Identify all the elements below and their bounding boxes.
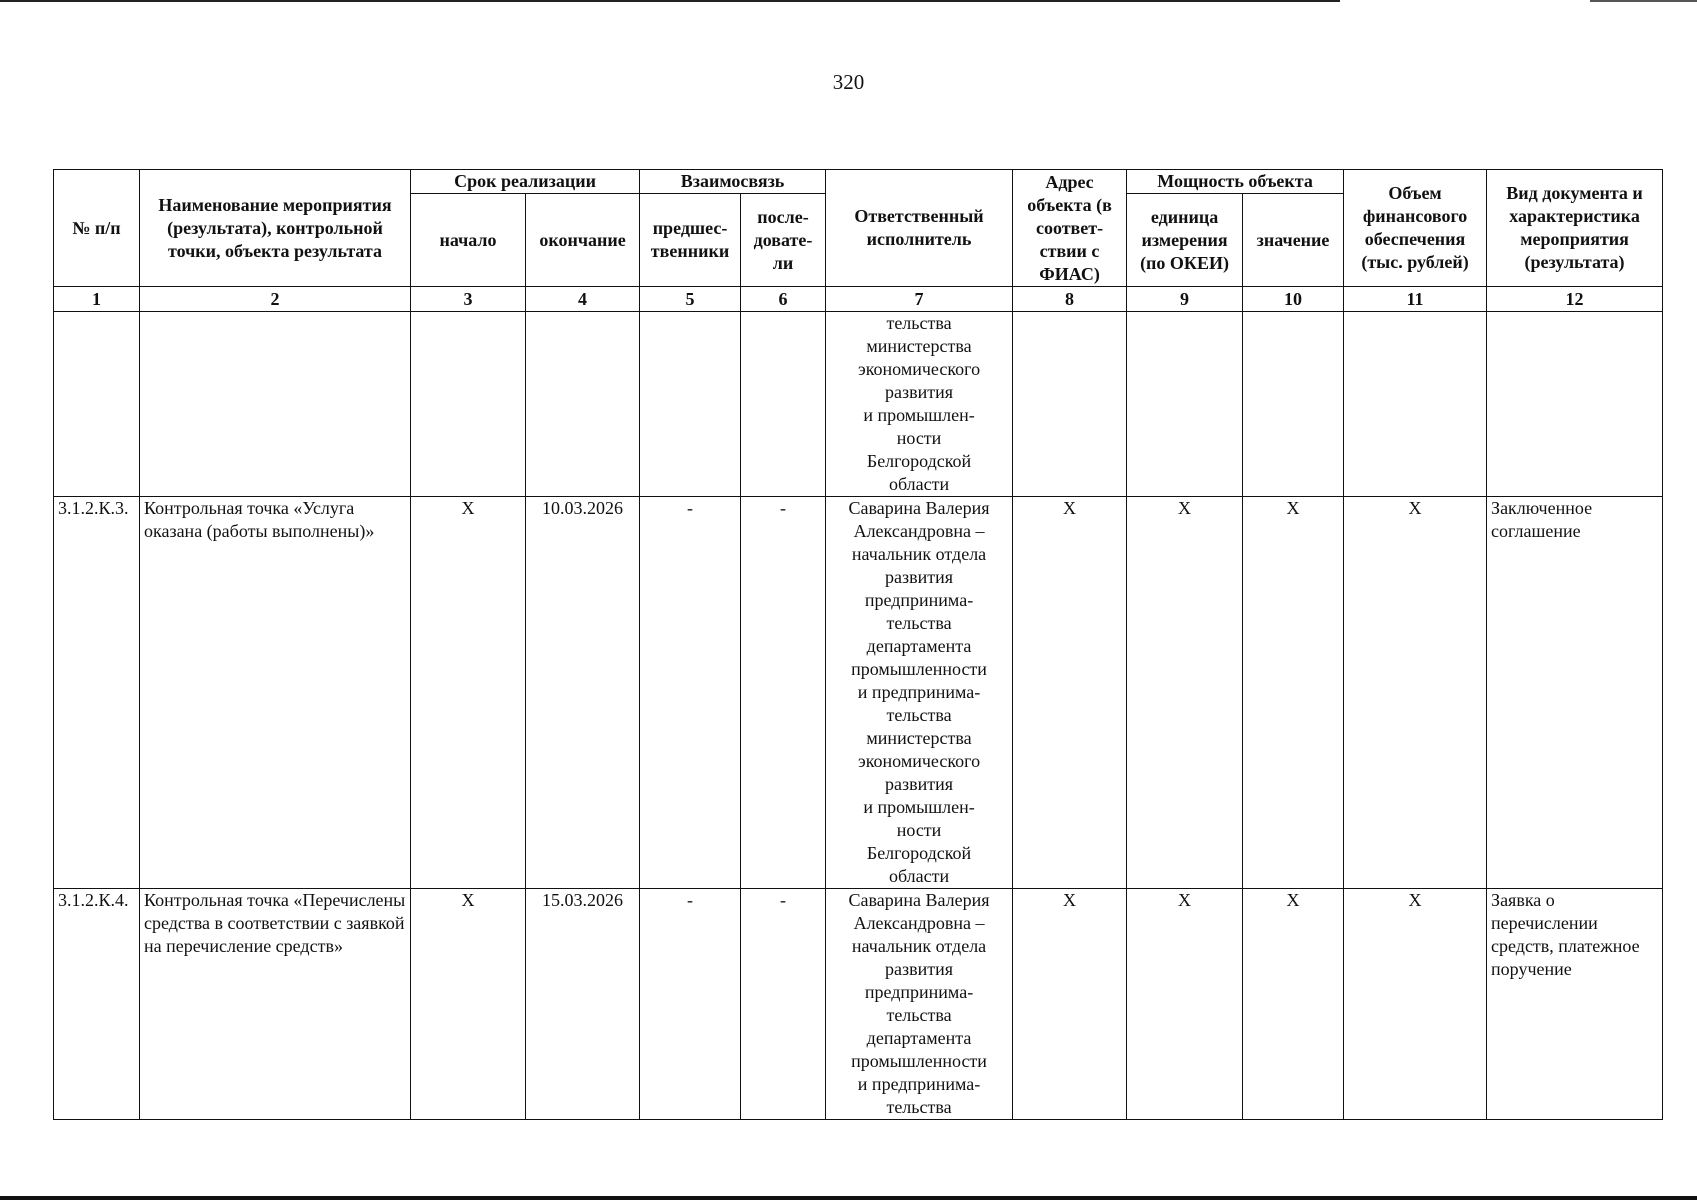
responsible-line: экономического — [857, 751, 981, 771]
row-next: - — [741, 889, 826, 1120]
row-next: - — [741, 497, 826, 889]
responsible-line: и промышлен- — [863, 405, 975, 425]
responsible-line: департамента — [866, 1028, 972, 1048]
header-finance: Объем финансового обеспечения (тыс. рублей) — [1344, 170, 1487, 287]
responsible-line: промышленности — [851, 659, 987, 679]
responsible-line: развития — [885, 959, 954, 979]
table-row — [54, 889, 1663, 1120]
row-value: X — [1243, 889, 1344, 1120]
row-responsible — [826, 889, 1013, 1120]
header-term-start: начало — [411, 194, 526, 287]
row-name: Контрольная точка «Услуга оказана (работы выполнены)» — [140, 497, 411, 889]
row-start: X — [411, 889, 526, 1120]
responsible-line: тельства — [886, 613, 952, 633]
row-value — [1243, 312, 1344, 497]
row-address: X — [1013, 497, 1127, 889]
column-number: 8 — [1013, 287, 1127, 312]
row-start: X — [411, 497, 526, 889]
page-edge-bottom — [0, 1196, 1697, 1200]
row-end: 15.03.2026 — [526, 889, 640, 1120]
responsible-line: и предпринима- — [857, 1074, 981, 1094]
header-name: Наименование мероприятия (результата), контрольной точки, объекта результата — [140, 170, 411, 287]
responsible-line: развития — [885, 774, 954, 794]
row-doc: Заключенное соглашение — [1487, 497, 1663, 889]
row-finance — [1344, 312, 1487, 497]
column-number: 9 — [1127, 287, 1243, 312]
responsible-line: департамента — [866, 636, 972, 656]
responsible-line: Белгородской — [866, 451, 972, 471]
row-doc — [1487, 312, 1663, 497]
responsible-line: тельства — [886, 1005, 952, 1025]
responsible-line: экономического — [857, 359, 981, 379]
responsible-line: тельства — [886, 313, 952, 333]
header-term: Срок реализации — [411, 170, 640, 194]
row-end — [526, 312, 640, 497]
row-unit: X — [1127, 497, 1243, 889]
header-address: Адрес объекта (в соответ-ствии с ФИАС) — [1013, 170, 1127, 287]
page-edge-top-right — [1590, 0, 1697, 2]
page-edge-top — [0, 0, 1340, 2]
row-name — [140, 312, 411, 497]
row-start — [411, 312, 526, 497]
column-number: 3 — [411, 287, 526, 312]
column-number: 12 — [1487, 287, 1663, 312]
row-end: 10.03.2026 — [526, 497, 640, 889]
row-num: 3.1.2.К.4. — [54, 889, 140, 1120]
responsible-line: развития — [885, 382, 954, 402]
header-link-prev: предшес-твенники — [640, 194, 741, 287]
responsible-line: области — [888, 474, 950, 494]
row-responsible — [826, 497, 1013, 889]
responsible-line: ности — [896, 428, 942, 448]
column-number: 10 — [1243, 287, 1344, 312]
header-link: Взаимосвязь — [640, 170, 826, 194]
column-numbers-row — [54, 287, 1663, 312]
responsible-line: Александровна – — [853, 913, 985, 933]
responsible-line: области — [888, 866, 950, 886]
responsible-line: тельства — [886, 705, 952, 725]
row-address — [1013, 312, 1127, 497]
responsible-line: министерства — [866, 336, 972, 356]
header-term-end: окончание — [526, 194, 640, 287]
row-next — [741, 312, 826, 497]
header-value: значение — [1243, 194, 1344, 287]
responsible-line: Саварина Валерия — [848, 890, 990, 910]
responsible-line: промышленности — [851, 1051, 987, 1071]
table-row — [54, 312, 1663, 497]
row-unit — [1127, 312, 1243, 497]
responsible-line: ности — [896, 820, 942, 840]
column-number: 7 — [826, 287, 1013, 312]
row-num: 3.1.2.К.3. — [54, 497, 140, 889]
header-link-next: после-довате-ли — [741, 194, 826, 287]
column-number: 6 — [741, 287, 826, 312]
row-doc: Заявка о перечислении средств, платежное поручение — [1487, 889, 1663, 1120]
header-doc: Вид документа и характеристика мероприятия (результата) — [1487, 170, 1663, 287]
table-header — [54, 170, 1663, 312]
responsible-line: тельства — [886, 1097, 952, 1117]
responsible-line: предпринима- — [864, 982, 974, 1002]
row-prev: - — [640, 889, 741, 1120]
responsible-line: и промышлен- — [863, 797, 975, 817]
row-finance: X — [1344, 889, 1487, 1120]
responsible-line: Саварина Валерия — [848, 498, 990, 518]
table-row — [54, 497, 1663, 889]
responsible-line: начальник отдела — [851, 544, 987, 564]
column-number: 2 — [140, 287, 411, 312]
row-address: X — [1013, 889, 1127, 1120]
responsible-line: министерства — [866, 728, 972, 748]
responsible-line: Белгородской — [866, 843, 972, 863]
responsible-line: и предпринима- — [857, 682, 981, 702]
row-prev: - — [640, 497, 741, 889]
column-number: 1 — [54, 287, 140, 312]
header-capacity: Мощность объекта — [1127, 170, 1344, 194]
row-unit: X — [1127, 889, 1243, 1120]
responsible-line: развития — [885, 567, 954, 587]
header-unit: единица измерения (по ОКЕИ) — [1127, 194, 1243, 287]
row-prev — [640, 312, 741, 497]
column-number: 11 — [1344, 287, 1487, 312]
responsible-line: предпринима- — [864, 590, 974, 610]
page-number: 320 — [832, 70, 865, 94]
responsible-line: Александровна – — [853, 521, 985, 541]
header-responsible: Ответственный исполнитель — [826, 170, 1013, 287]
column-number: 5 — [640, 287, 741, 312]
row-finance: X — [1344, 497, 1487, 889]
responsible-line: начальник отдела — [851, 936, 987, 956]
plan-table — [53, 169, 1663, 1120]
row-num — [54, 312, 140, 497]
row-responsible — [826, 312, 1013, 497]
row-name: Контрольная точка «Перечислены средства в соответствии с заявкой на перечисление средств» — [140, 889, 411, 1120]
table-body — [54, 312, 1663, 1120]
row-value: X — [1243, 497, 1344, 889]
column-number: 4 — [526, 287, 640, 312]
header-num: № п/п — [54, 170, 140, 287]
